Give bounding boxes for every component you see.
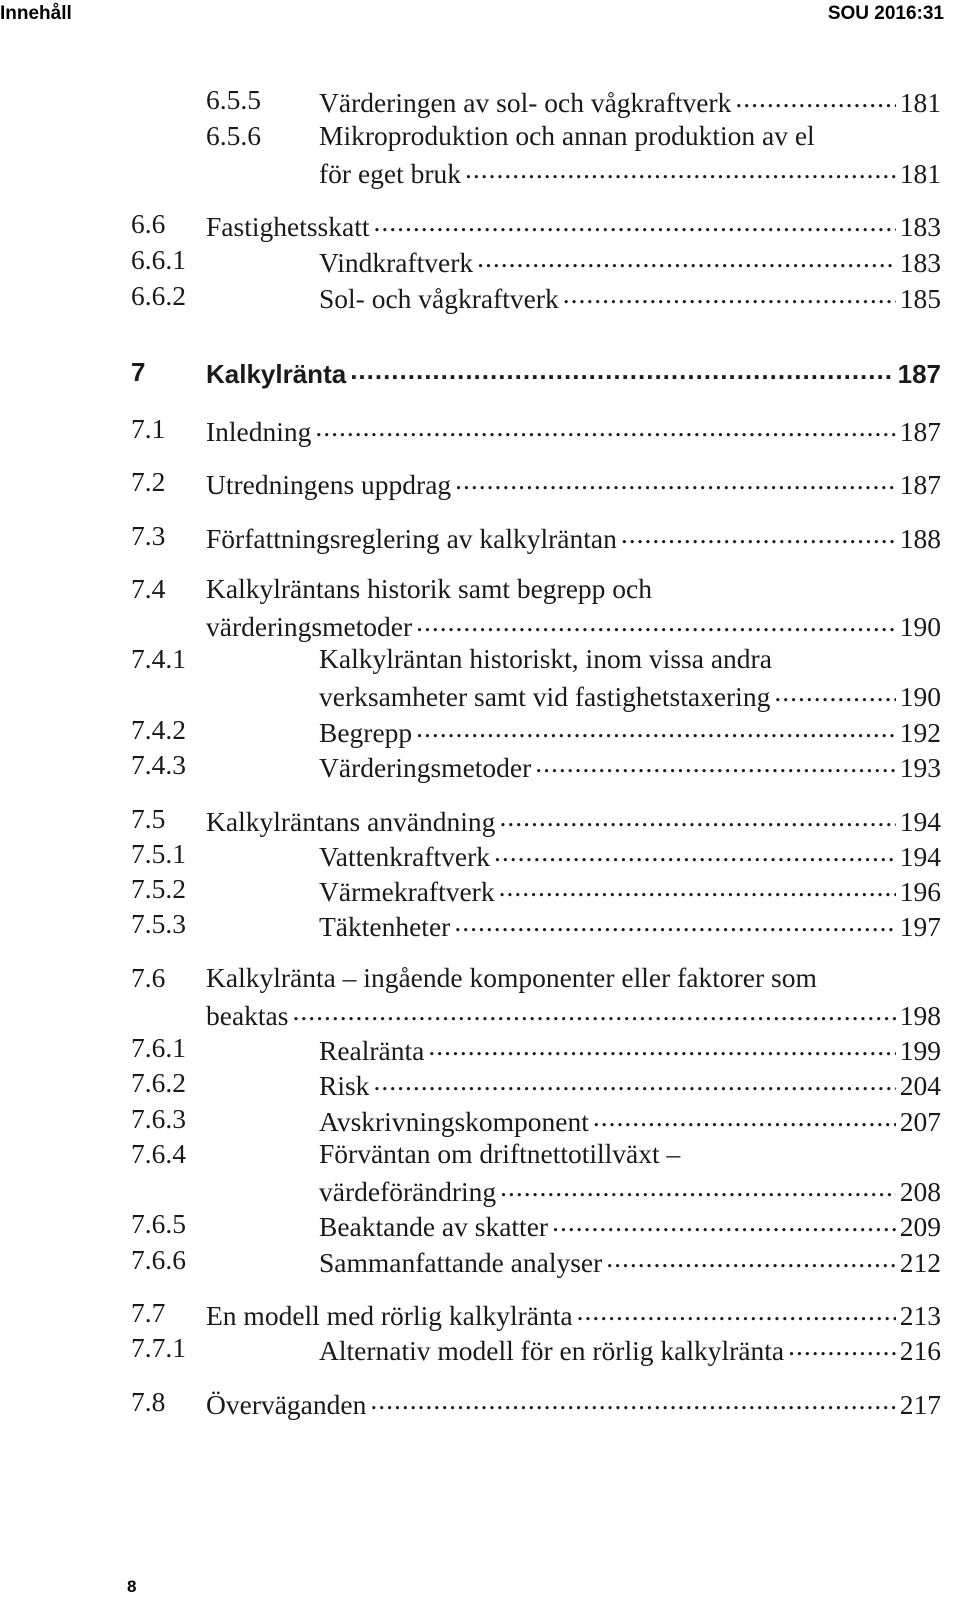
dot-leader [350,357,893,383]
toc-title: Utredningens uppdrag [206,468,452,500]
toc-line [206,208,941,244]
toc-page-number: 208 [899,1175,941,1207]
toc-title: Vattenkraftverk [319,840,491,872]
toc-line [206,520,941,556]
toc-line [206,608,941,644]
dot-leader [292,997,895,1025]
toc-page-number: 217 [899,1388,941,1420]
toc-line [206,997,941,1033]
toc-title: Värderingsmetoder [319,751,532,783]
toc-page-number: 198 [899,999,941,1031]
toc-title: beaktas [206,999,289,1031]
toc-title: värderingsmetoder [206,610,413,642]
dot-leader [494,838,896,866]
dot-leader [535,749,895,777]
toc-line [319,838,941,874]
toc-number: 7.1 [131,413,166,444]
toc-title: Begrepp [319,716,413,748]
dot-leader [499,803,895,831]
dot-leader [416,714,896,742]
toc-page-number: 181 [899,86,941,118]
dot-leader [454,908,895,936]
toc-number: 7.4 [131,573,166,604]
toc-page-number: 194 [899,805,941,837]
dot-leader [500,1173,896,1201]
dot-leader [788,1332,896,1360]
toc-title: Vindkraftverk [319,246,474,278]
toc-page-number: 204 [899,1069,941,1101]
dot-leader [455,466,896,494]
toc-page-number: 185 [899,282,941,314]
toc-page-number: 193 [899,751,941,783]
toc-page-number: 196 [899,875,941,907]
toc-number: 6.5.5 [206,84,261,115]
toc-line [319,280,941,316]
toc-number: 7.5.2 [131,873,186,904]
toc-number: 7.4.1 [131,643,186,674]
dot-leader [593,1103,896,1131]
toc-line [319,1244,941,1280]
toc-number: 6.5.6 [206,120,261,151]
toc-number: 7.7.1 [131,1332,186,1363]
toc-title: Risk [319,1069,370,1101]
toc-number: 7 [131,357,146,387]
toc-number: 6.6 [131,208,166,239]
toc-title: Värmekraftverk [319,875,495,907]
toc-title-line-1: Mikroproduktion och annan produktion av el [319,120,815,151]
dot-leader [373,208,895,236]
toc-title: Alternativ modell för en rörlig kalkylränta [319,1334,785,1366]
toc-number: 7.6.2 [131,1067,186,1098]
toc-line [206,1297,941,1333]
toc-number: 7.6 [131,962,166,993]
toc-page-number: 183 [899,210,941,242]
toc-number: 7.6.6 [131,1244,186,1275]
toc-title: Överväganden [206,1388,367,1420]
toc-title: En modell med rörlig kalkylränta [206,1299,573,1331]
toc-number: 7.6.4 [131,1138,186,1169]
dot-leader [373,1067,895,1095]
dot-leader [563,280,896,308]
toc-line [206,803,941,839]
toc-title: Inledning [206,415,312,447]
toc-page-number: 190 [899,610,941,642]
toc-page-number: 213 [899,1299,941,1331]
toc-line [319,714,941,750]
dot-leader [774,678,895,706]
toc-title: verksamheter samt vid fastighetstaxering [319,680,771,712]
toc-title: Sammanfattande analyser [319,1246,603,1278]
toc-number: 7.5 [131,803,166,834]
toc-page-number: 194 [899,840,941,872]
toc-line [206,1386,941,1422]
toc-page-number: 216 [899,1334,941,1366]
toc-number: 7.4.2 [131,714,186,745]
toc-line [319,749,941,785]
toc-line [319,1103,941,1139]
dot-leader [621,520,896,548]
header-document-id: SOU 2016:31 [827,3,944,24]
toc-number: 7.2 [131,466,166,497]
toc-title: Värderingen av sol- och vågkraftverk [319,86,732,118]
toc-title: Kalkylränta [206,359,347,389]
toc-title: värdeförändring [319,1175,497,1207]
toc-number: 7.7 [131,1297,166,1328]
dot-leader [315,413,895,441]
toc-title-line-1: Kalkylräntan historiskt, inom vissa andra [319,643,772,674]
dot-leader [606,1244,895,1272]
toc-line [206,413,941,449]
dot-leader [499,873,896,901]
toc-line [319,873,941,909]
toc-line [319,1032,941,1068]
toc-line [319,84,941,120]
toc-page-number: 212 [899,1246,941,1278]
toc-line [206,466,941,502]
dot-leader [465,155,896,183]
toc-title-line-1: Kalkylränta – ingående komponenter eller faktorer som [206,962,817,993]
dot-leader [477,244,896,272]
toc-number: 7.4.3 [131,749,186,780]
toc-title: Beaktande av skatter [319,1210,549,1242]
toc-page-number: 187 [899,415,941,447]
toc-number: 7.6.3 [131,1103,186,1134]
toc-page-number: 190 [899,680,941,712]
toc-title: för eget bruk [319,157,462,189]
toc-line [319,155,941,191]
toc-page-number: 181 [899,157,941,189]
dot-leader [428,1032,895,1060]
toc-number: 6.6.2 [131,280,186,311]
toc-number: 7.6.1 [131,1032,186,1063]
toc-page-number: 207 [899,1105,941,1137]
toc-page-number: 192 [899,716,941,748]
toc-line [319,678,941,714]
toc-number: 7.6.5 [131,1208,186,1239]
toc-title: Realränta [319,1034,425,1066]
toc-line [319,1067,941,1103]
dot-leader [577,1297,896,1325]
toc-line [319,1173,941,1209]
toc-page-number: 188 [899,522,941,554]
toc-number: 7.3 [131,520,166,551]
toc-title: Fastighetsskatt [206,210,370,242]
toc-title: Kalkylräntans användning [206,805,496,837]
toc-title: Sol- och vågkraftverk [319,282,559,314]
toc-number: 7.5.1 [131,838,186,869]
toc-page-number: 187 [897,359,941,389]
toc-title: Författningsreglering av kalkylräntan [206,522,617,554]
toc-page-number: 197 [899,910,941,942]
toc-line [319,1208,941,1244]
dot-leader [370,1386,895,1414]
toc-line [319,908,941,944]
dot-leader [735,84,895,112]
dot-leader [416,608,896,636]
toc-number: 7.8 [131,1386,166,1417]
page-number: 8 [127,1577,137,1596]
toc-page-number: 183 [899,246,941,278]
toc-line [206,357,941,393]
toc-line [319,244,941,280]
toc-title: Avskrivningskomponent [319,1105,589,1137]
toc-page-number: 209 [899,1210,941,1242]
toc-number: 6.6.1 [131,244,186,275]
toc-title-line-1: Kalkylräntans historik samt begrepp och [206,573,653,604]
toc-page-number: 187 [899,468,941,500]
toc-line [319,1332,941,1368]
toc-title-line-1: Förväntan om driftnettotillväxt – [319,1138,681,1169]
dot-leader [552,1208,896,1236]
toc-page-number: 199 [899,1034,941,1066]
header-section-label: Innehåll [0,3,72,24]
toc-title: Täktenheter [319,910,451,942]
toc-number: 7.5.3 [131,908,186,939]
